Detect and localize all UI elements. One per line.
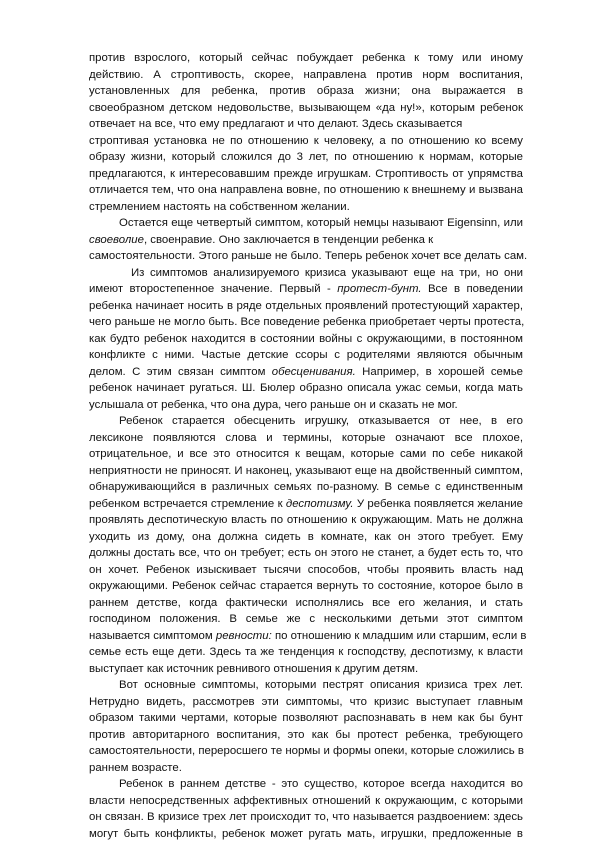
text-segment: Из симптомов анализируемого кризиса указывают еще на три, но они — [131, 266, 523, 279]
text-segment: Все в поведении — [421, 283, 523, 295]
text-segment: Например, в хорошей семье — [355, 365, 523, 378]
text-segment: лексиконе появляются слова и термины, которые означают все плохое, — [89, 431, 523, 444]
text-line — [89, 809, 523, 826]
text-line — [89, 793, 523, 810]
text-line — [89, 314, 523, 331]
text-segment: образом такими чертами, которые позволяют распознавать в нем как бы бунт — [89, 712, 523, 724]
text-line — [89, 50, 523, 67]
text-segment: Нетрудно видеть, рассмотрев эти симптомы, что кризис выступает главным — [89, 695, 523, 708]
text-segment: Остается еще четвертый симптом, который немцы называют Eigensinn, или — [119, 217, 523, 229]
text-segment: ребенка начинает носить в ряде отдельных проявлений протестующий характер, — [89, 299, 523, 312]
body-text — [89, 50, 528, 842]
text-line — [89, 232, 523, 249]
text-line — [89, 149, 523, 166]
text-segment: Ребенок в раннем детстве - это существо, которое всегда находится во — [119, 778, 523, 790]
text-line — [89, 826, 523, 842]
text-segment: окружающими. Ребенок сейчас старается вернуть то состояние, которое было в — [89, 580, 523, 592]
text-line — [89, 595, 523, 612]
text-line — [89, 248, 528, 265]
text-segment: стремлением настоять на собственном желании. — [89, 200, 350, 213]
text-segment: У ребенка появляется желание — [353, 497, 523, 510]
text-segment: услышала от ребенка, что она дура, чего раньше он и сказать не мог. — [89, 398, 458, 411]
text-line — [89, 347, 523, 364]
text-segment: отвечает на все, что ему предлагают и что делают. Здесь сказывается — [89, 118, 463, 130]
text-segment: строптивая установка не по отношению к человеку, а по отношению ко всему — [89, 134, 523, 147]
text-segment: называется симптомом — [89, 629, 216, 642]
text-line — [89, 380, 523, 397]
text-segment: выступает как источник ревнивого отношения к другим детям. — [89, 662, 419, 675]
text-line — [89, 512, 523, 529]
text-line — [89, 545, 523, 562]
text-line — [89, 661, 523, 678]
text-line — [89, 430, 523, 447]
text-line — [89, 100, 523, 117]
text-segment: своеобразном детском недовольстве, вызывающем «да ну!», которым ребенок — [89, 101, 523, 114]
text-line — [89, 83, 523, 100]
text-segment: самостоятельности, переросшего те нормы и формы опеки, которые сложились в — [89, 745, 524, 757]
text-line — [89, 67, 523, 84]
text-segment: проявлять деспотическую власть по отношению к окружающим. Мать не должна — [89, 514, 523, 526]
text-segment: установленных для ребенка, против образа жизни; она выражается в — [89, 85, 523, 97]
text-line — [89, 199, 523, 216]
text-line — [89, 133, 523, 150]
text-segment: должны достать все, что он требует; есть он этого не станет, а будет есть то, что — [89, 547, 523, 559]
text-segment: действию. А строптивость, скорее, направлена против норм воспитания, — [89, 68, 523, 81]
text-line — [89, 529, 523, 546]
text-segment: он хочет. Ребенок изыскивает тысячи способов, чтобы проявить власть над — [89, 563, 523, 576]
text-segment: Ребенок старается обесценить игрушку, отказывается от нее, в его — [119, 415, 523, 427]
text-line — [89, 281, 523, 298]
text-line — [89, 578, 523, 595]
text-segment: Вот основные симптомы, которыми пестрят описания кризиса трех лет. — [119, 679, 523, 691]
text-segment: семье есть еще дети. Здесь та же тенденция к господству, деспотизму, к власти — [89, 646, 523, 658]
italic-term: деспотизму. — [285, 497, 354, 510]
italic-term: протест-бунт. — [337, 283, 422, 295]
text-line — [89, 446, 523, 463]
text-line — [89, 694, 523, 711]
text-line — [89, 397, 523, 414]
text-line — [89, 364, 523, 381]
text-line — [89, 776, 523, 793]
text-segment: раннем детстве, когда фактически исполнялись все его желания, и стать — [89, 596, 523, 609]
text-segment: самостоятельности. Этого раньше не было. Теперь ребенок хочет все делать сам. — [89, 250, 528, 262]
text-segment: против взрослого, который сейчас побуждает ребенка к тому или иному — [89, 52, 523, 64]
text-line — [89, 644, 523, 661]
text-line — [89, 710, 523, 727]
text-segment: чего раньше не могло быть. Все поведение ребенка приобретает черты протеста, — [89, 316, 525, 328]
text-segment: неприятности не приносят. И наконец, указывают еще на двойственный симптом, — [89, 464, 523, 477]
text-line — [89, 463, 523, 480]
text-line — [89, 727, 523, 744]
text-line — [89, 479, 523, 496]
text-segment: раннем возрасте. — [89, 761, 182, 774]
text-line — [89, 628, 527, 645]
text-segment: уходить из дому, она должна сидеть в комнате, как он этого требует. Ему — [89, 530, 523, 543]
text-line — [89, 166, 523, 183]
text-segment: как будто ребенок находится в состоянии войны с окружающими, в постоянном — [89, 332, 523, 345]
text-segment: по отношению к младшим или старшим, если в — [271, 629, 527, 642]
text-segment: обнаруживающийся в различных семьях по-разному. В семье с единственным — [89, 481, 523, 493]
text-line — [89, 413, 523, 430]
text-segment: ребенком встречается стремление к — [89, 497, 286, 510]
text-segment: , своенравие. Оно заключается в тенденции ребенка к — [143, 233, 434, 246]
text-segment: власти непосредственных аффективных отношений к окружающим, с которыми — [89, 794, 523, 807]
text-segment: против авторитарного воспитания, это как бы протест ребенка, требующего — [89, 728, 523, 741]
text-segment: делом. С этим связан симптом — [89, 365, 272, 378]
text-segment: отрицательное, и все это относится к вещам, которые сами по себе никакой — [89, 448, 523, 460]
text-line — [89, 677, 523, 694]
text-line — [89, 331, 523, 348]
text-line — [89, 496, 523, 513]
text-segment: ребенок начинает ругаться. Ш. Бюлер образно описала ужас семьи, когда мать — [89, 382, 523, 394]
text-line — [89, 116, 523, 133]
text-segment: могут быть конфликты, ребенок может ругать мать, игрушки, предложенные в — [89, 827, 523, 840]
italic-term: ревности: — [215, 629, 272, 642]
italic-term: обесценивания. — [271, 365, 356, 378]
text-line — [89, 215, 523, 232]
text-line — [89, 611, 523, 628]
text-line — [89, 182, 523, 199]
text-line — [89, 562, 523, 579]
text-segment: имеют второстепенное значение. Первый - — [89, 283, 338, 295]
text-line — [89, 743, 523, 760]
italic-term: своеволие — [89, 233, 144, 246]
text-segment: предлагаются, к интересовавшим прежде игрушкам. Строптивость от упрямства — [89, 167, 523, 180]
text-segment: образу жизни, который сложился до 3 лет, по отношению к нормам, которые — [89, 151, 523, 163]
text-line — [89, 265, 523, 282]
text-line — [89, 298, 523, 315]
text-segment: отличается тем, что она направлена вовне, по отношению к внешнему и вызвана — [89, 184, 523, 196]
text-segment: конфликте с ними. Частые детские ссоры с родителями являются обычным — [89, 349, 523, 361]
text-line — [89, 760, 523, 777]
text-segment: он связан. В кризисе трех лет происходит то, что называется раздвоением: здесь — [89, 811, 523, 823]
text-segment: господином положения. В семье же с несколькими детьми этот симптом — [89, 613, 523, 625]
